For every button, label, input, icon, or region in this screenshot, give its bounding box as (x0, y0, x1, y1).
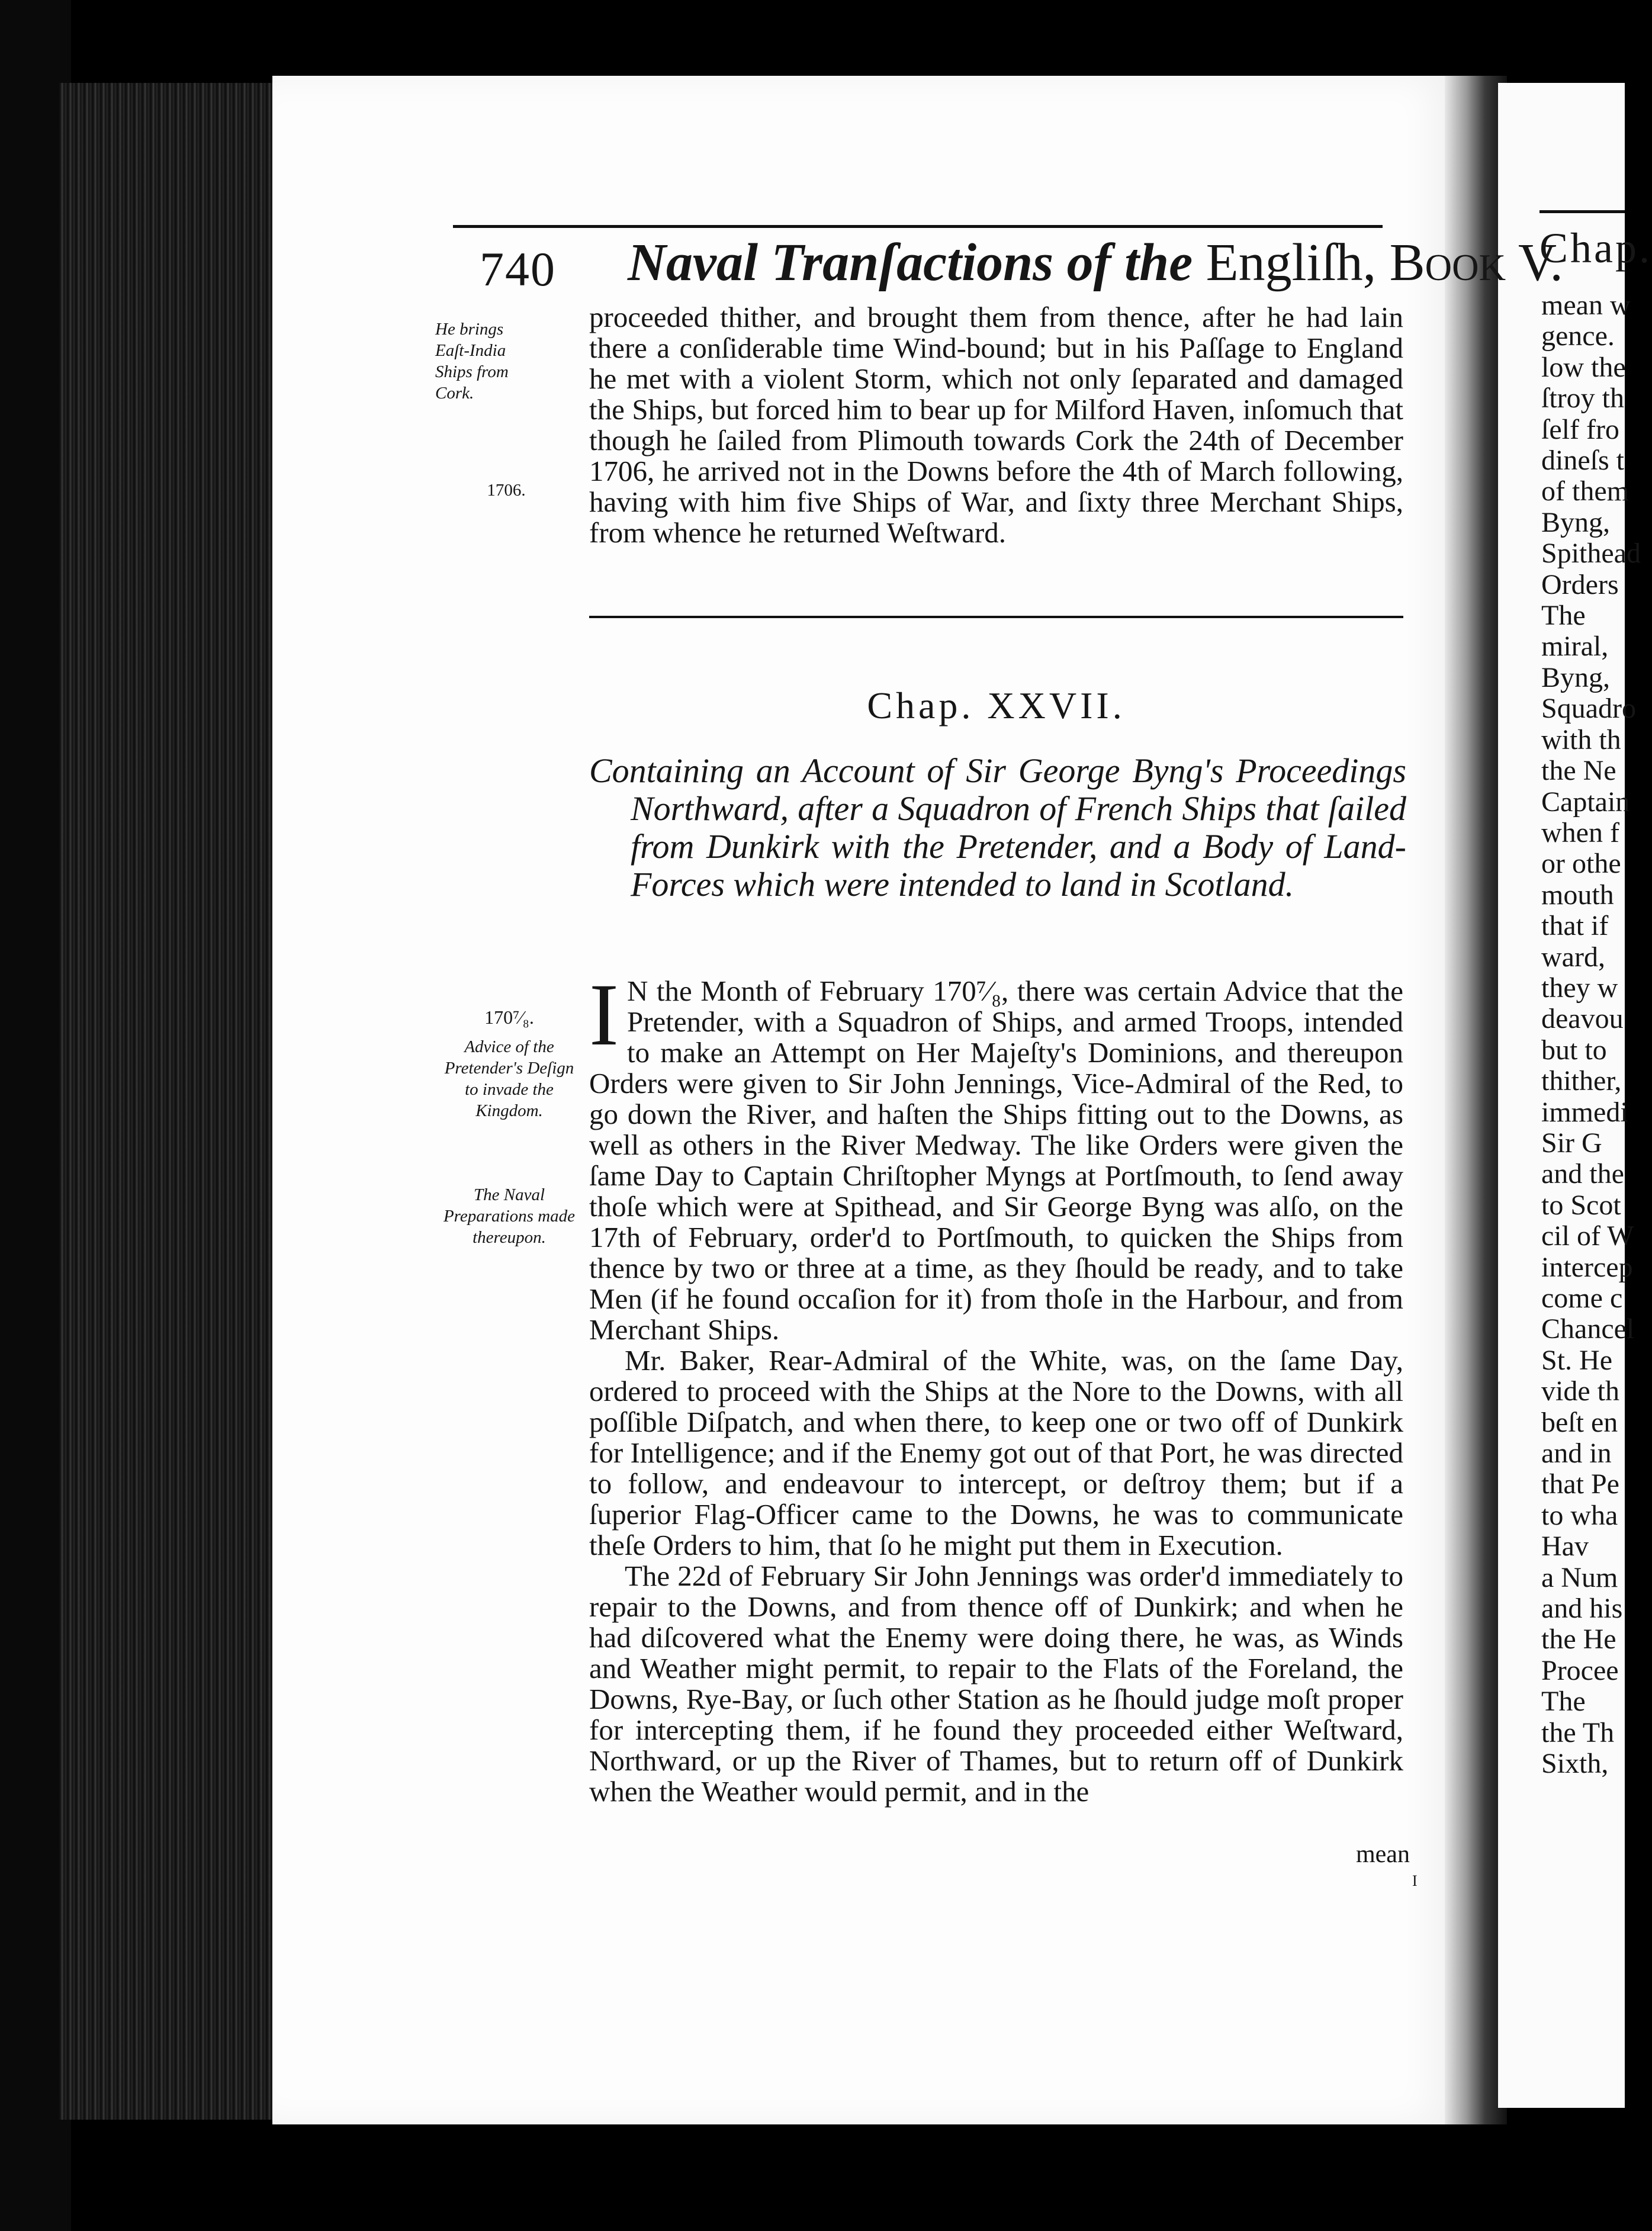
right-page-line: thither, (1541, 1065, 1622, 1097)
chapter-heading: Chap. XXVII. (867, 684, 1126, 726)
right-page-line: Squadro (1541, 693, 1636, 725)
right-page-line: and in (1541, 1438, 1612, 1470)
right-page-line: but to (1541, 1034, 1607, 1066)
running-title-roman: Engliſh, (1206, 233, 1390, 292)
right-page-line: vide th (1541, 1375, 1619, 1407)
right-page-line: come c (1541, 1282, 1623, 1314)
catchword: mean (1356, 1841, 1410, 1868)
margin-note-naval-preparations: The Naval Preparations made thereupon. (443, 1185, 576, 1247)
right-page-line: ſelf fro (1541, 413, 1619, 445)
right-page-line: Orders (1541, 568, 1619, 600)
right-page-line: to wha (1541, 1499, 1618, 1531)
right-page-line: mouth (1541, 879, 1614, 911)
paragraph-jennings: The 22d of February Sir John Jennings was order'd immediately to repair to the Downs, and from thence off of Dunkirk; and when he had diſcovered what the Enemy were doing there, he was, as Winds and Weather might permit, to repair to the Flats of the Foreland, the Downs, Rye-Bay, or ſuch other Station as he ſhould judge moſt proper for intercepting them, if he found they proceeded either Weſtward, Northward, or up the River of Thames, but to return off of Dunkirk when the Weather would permit, and in the (589, 1560, 1403, 1808)
drop-capital: I (589, 966, 619, 1064)
running-title-italic: Naval Tranſactions of the (628, 233, 1206, 292)
right-page-header-rule (1539, 210, 1625, 213)
right-page-line: intercep (1541, 1251, 1633, 1283)
right-page-line: Byng, (1541, 661, 1611, 693)
right-page-line: The (1541, 1686, 1586, 1718)
right-page-line: or othe (1541, 848, 1621, 880)
paragraph-february: N the Month of February 170⁷⁄₈, there was certain Advice that the Pretender, with a Squadron of Ships, and armed Troops, intended to make an Attempt on Her Majeſty's Dominions, and thereupon Orders were given to Sir John Jennings, Vice-Admiral of the Red, to go down the River, and haſten the Ships fitting out to the Downs, as well as others in the River Medway. The like Orders were given the ſame Day to Captain Chriſtopher Myngs at Portſmouth, to ſend away thoſe which were at Spithead, and Sir George Byng was alſo, on the 17th of February, order'd to Portſmouth, to quicken the Ships from thence by two or three at a time, as they ſhould be ready, and to take Men (if he found occaſion for it) from thoſe in the Harbour, and from Merchant Ships. (589, 975, 1403, 1346)
right-page-line: the He (1541, 1624, 1616, 1655)
right-page-line: Hav (1541, 1531, 1589, 1563)
right-page-line: low the (1541, 351, 1626, 383)
right-page-line: and the (1541, 1158, 1624, 1190)
right-page-line: of them (1541, 475, 1629, 507)
right-page-line: that Pe (1541, 1468, 1619, 1500)
section-rule (589, 616, 1403, 618)
right-page-line: beſt en (1541, 1406, 1618, 1438)
right-page-line: Chancel (1541, 1313, 1635, 1345)
right-page-line: they w (1541, 972, 1618, 1004)
right-page-line: deavou (1541, 1003, 1624, 1035)
right-page-line: to Scot (1541, 1189, 1621, 1221)
chapter-summary: Containing an Account of Sir George Byng's Proceedings Northward, after a Squadron of French Ships that ſailed from Dunkirk with the Pretender, and a Body of Land-Forces which were intended to land in Scotland. (589, 751, 1406, 904)
right-page-line: cil of W (1541, 1220, 1634, 1252)
right-page-line: Sir G (1541, 1127, 1602, 1159)
right-page-line: that if (1541, 910, 1609, 942)
right-page-line: the Th (1541, 1716, 1615, 1748)
right-page-line: mean w (1541, 290, 1631, 321)
header-rule (453, 225, 1383, 228)
signature-mark: I (1412, 1872, 1418, 1889)
right-page-line: Captain (1541, 786, 1630, 818)
book-label: Book V. (1389, 233, 1563, 292)
right-page-line: dineſs t (1541, 445, 1624, 477)
right-page-line: with th (1541, 724, 1621, 756)
right-page-line: gence. (1541, 320, 1615, 352)
margin-note-pretender: Advice of the Pretender's Deſign to invade the Kingdom. (444, 1037, 574, 1120)
right-page-line: ward, (1541, 941, 1605, 973)
right-page-title: Chap. (1539, 224, 1652, 272)
right-page-line: ſtroy th (1541, 382, 1624, 414)
right-page-line: miral, (1541, 631, 1609, 663)
right-page-text (1541, 290, 1641, 1780)
right-page-line: and his (1541, 1593, 1623, 1625)
right-page-line: The (1541, 600, 1586, 632)
paragraph-baker: Mr. Baker, Rear-Admiral of the White, was, on the ſame Day, ordered to proceed with the Ships at the Nore to the Downs, with all poſſible Diſpatch, and when there, to keep one or two off of Dunkirk for Intelligence; and if the Enemy got out of that Port, he was directed to follow, and endeavour to intercept, or deſtroy them; but if a ſuperior Flag-Officer came to the Downs, he was to communicate theſe Orders to him, that ſo he might put them in Execution. (589, 1344, 1403, 1561)
right-page-line: St. He (1541, 1344, 1612, 1376)
paragraph-east-india: proceeded thither, and brought them from thence, after he had lain there a conſiderable time Wind-bound; but in his Paſſage to England he met with a violent Storm, which not only ſeparated and damaged the Ships, but forced him to bear up for Milford Haven, inſomuch that though he ſailed from Plimouth towards Cork the 24th of December 1706, he arrived not in the Downs before the 4th of March following, having with him five Ships of War, and ſixty three Merchant Ships, from whence he returned Weſtward. (589, 301, 1403, 549)
book-page-edges (59, 83, 278, 2120)
running-title (628, 232, 1563, 293)
right-page-line: immedi (1541, 1096, 1628, 1128)
right-page-line: when f (1541, 816, 1619, 848)
margin-note-1706: 1706. (487, 481, 526, 500)
right-page-line: Spithead (1541, 538, 1641, 570)
margin-note-1707: 170⁷⁄₈. (484, 1007, 534, 1028)
page-number: 740 (480, 242, 556, 296)
right-page-line: the Ne (1541, 755, 1616, 787)
margin-note-east-india: He brings Eaſt-India Ships from Cork. (435, 320, 509, 403)
right-page-line: Procee (1541, 1654, 1619, 1686)
right-page-line: Byng, (1541, 506, 1611, 538)
right-page-line: Sixth, (1541, 1748, 1609, 1780)
right-page-line: a Num (1541, 1561, 1618, 1593)
chapter-body (589, 966, 1403, 1808)
